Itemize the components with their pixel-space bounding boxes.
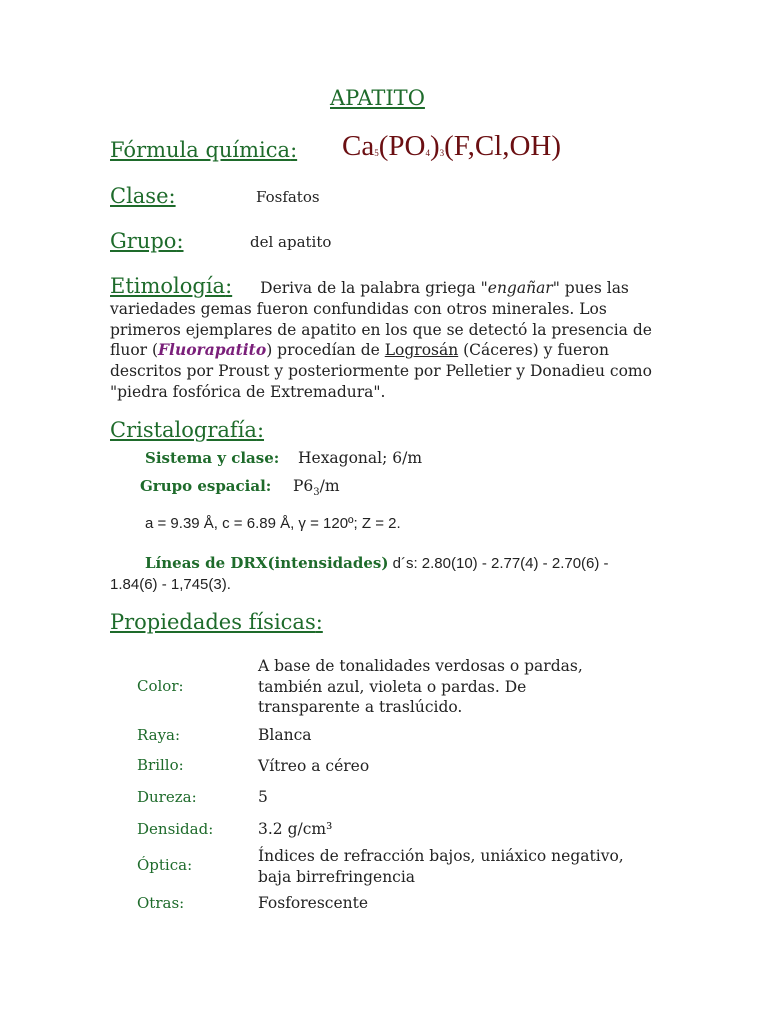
formula-label: Fórmula química bbox=[110, 138, 291, 162]
etimologia-colon: : bbox=[225, 274, 233, 298]
drx-label: Líneas de DRX(intensidades) bbox=[145, 554, 389, 572]
sistema-value: Hexagonal; 6/m bbox=[298, 449, 423, 467]
grupo-value: del apatito bbox=[250, 233, 332, 251]
drx-value: d´s: 2.80(10) - 2.77(4) - 2.70(6) - 1.84(6) - 1,745(3). bbox=[110, 555, 609, 593]
clase-value: Fosfatos bbox=[256, 188, 320, 206]
prop-label-brillo: Brillo: bbox=[137, 756, 184, 774]
prop-value-color: A base de tonalidades verdosas o pardas, también azul, violeta o pardas. De transparente a traslúcido. bbox=[258, 657, 583, 716]
cristalografia-label: Cristalografía bbox=[110, 418, 257, 442]
formula-part-fcloh: (F,Cl,OH) bbox=[444, 130, 562, 162]
prop-value-dureza: 5 bbox=[258, 788, 268, 806]
grupo-espacial-value bbox=[293, 477, 340, 498]
formula-colon: : bbox=[290, 138, 298, 162]
clase-label: Clase bbox=[110, 184, 169, 208]
clase-heading bbox=[110, 184, 176, 208]
clase-colon: : bbox=[168, 184, 176, 208]
etimologia-label: Etimología bbox=[110, 274, 226, 298]
prop-value-brillo: Vítreo a céreo bbox=[258, 757, 370, 775]
sistema-label: Sistema y clase: bbox=[145, 449, 280, 467]
prop-label-raya: Raya: bbox=[137, 726, 181, 744]
grupo-espacial-part-2: /m bbox=[319, 477, 340, 495]
formula-sub-4: 4 bbox=[425, 148, 430, 158]
formula-sub-5: 5 bbox=[374, 148, 379, 158]
prop-label-color: Color: bbox=[137, 677, 184, 695]
etimologia-text-4: (Cáceres) y fueron descritos por Proust y posteriormente por Pelletier y Donadieu como "piedra fosfórica de Extremadura". bbox=[110, 341, 652, 401]
prop-value-densidad: 3.2 g/cm³ bbox=[258, 820, 333, 838]
grupo-label: Grupo bbox=[110, 229, 177, 253]
formula-heading bbox=[110, 138, 297, 162]
propiedades-colon: : bbox=[315, 610, 323, 634]
prop-label-optica: Óptica: bbox=[137, 856, 193, 874]
propiedades-label: Propiedades físicas bbox=[110, 610, 316, 634]
grupo-espacial-sub: 3 bbox=[313, 487, 320, 499]
grupo-espacial-part-1: P6 bbox=[293, 477, 314, 495]
formula-sub-3: 3 bbox=[439, 148, 445, 158]
etimologia-word: engañar bbox=[487, 279, 553, 297]
etimologia-heading bbox=[110, 274, 232, 298]
page-title: APATITO bbox=[330, 86, 425, 110]
drx-lines bbox=[110, 553, 650, 595]
etimologia-mineral: Fluorapatito bbox=[158, 340, 267, 360]
prop-label-dureza: Dureza: bbox=[137, 788, 197, 806]
prop-value-otras: Fosforescente bbox=[258, 894, 369, 912]
etimologia-text-2: " pues las variedades gemas fueron confundidas con otros minerales. Los primeros ejemplares de apatito en los que se detectó la presencia de fluor ( bbox=[110, 279, 652, 360]
grupo-espacial-label: Grupo espacial: bbox=[140, 477, 272, 495]
etimologia-place: Logrosán bbox=[384, 341, 459, 360]
prop-value-raya: Blanca bbox=[258, 726, 312, 744]
formula-part-ca: Ca bbox=[342, 130, 375, 162]
chemical-formula bbox=[342, 130, 561, 163]
formula-part-po: (PO bbox=[378, 130, 426, 162]
prop-label-otras: Otras: bbox=[137, 894, 185, 912]
etimologia-paragraph bbox=[110, 276, 670, 403]
etimologia-text-1: Deriva de la palabra griega " bbox=[260, 279, 488, 297]
cristalografia-colon: : bbox=[256, 418, 265, 442]
prop-value-optica: Índices de refracción bajos, uniáxico negativo, baja birrefringencia bbox=[258, 847, 624, 886]
grupo-colon: : bbox=[176, 229, 184, 253]
grupo-heading bbox=[110, 229, 184, 253]
prop-label-densidad: Densidad: bbox=[137, 820, 214, 838]
etimologia-text-3: ) procedían de bbox=[266, 341, 385, 360]
cell-parameters: a = 9.39 Å, c = 6.89 Å, γ = 120º; Z = 2. bbox=[145, 515, 401, 532]
formula-part-paren: ) bbox=[429, 130, 440, 162]
cristalografia-heading bbox=[110, 418, 264, 442]
propiedades-heading bbox=[110, 610, 323, 634]
